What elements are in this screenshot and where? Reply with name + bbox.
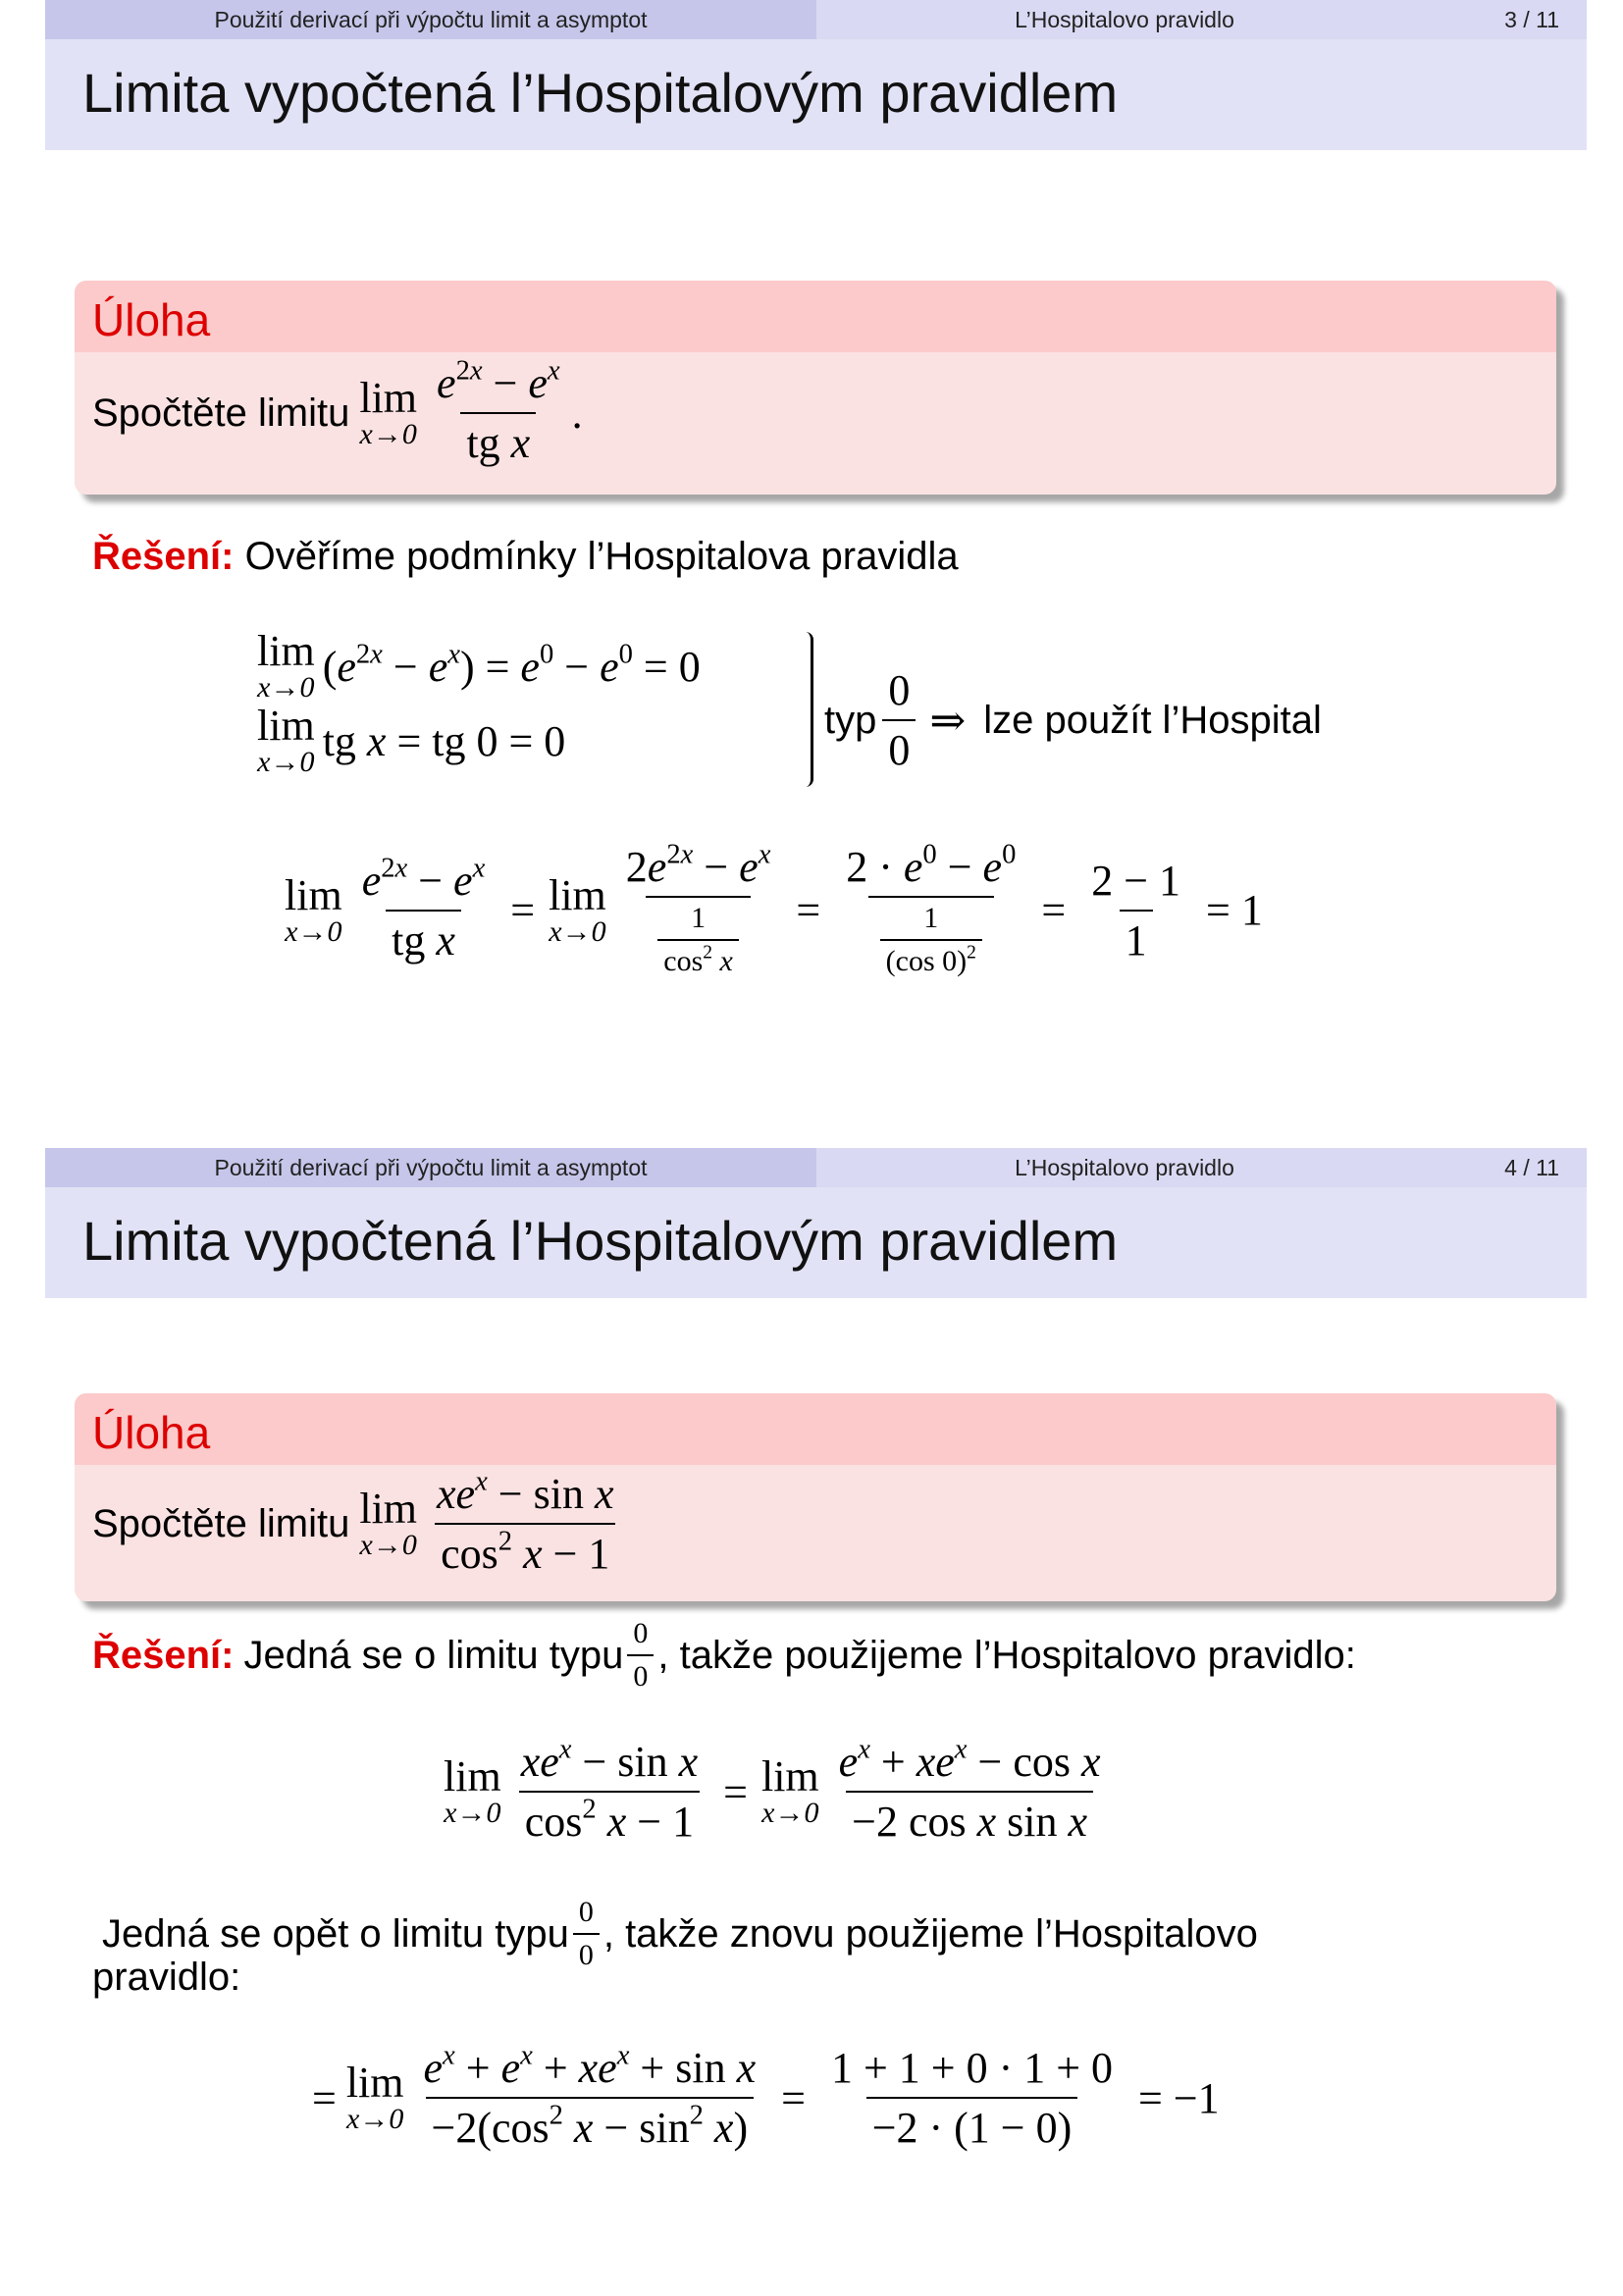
typ-label: typ <box>824 698 877 742</box>
derivation-3: = lim x→0 $\frac{e^x + e^x + xe^x + \sin x}{-2(\cos^2 x - \sin^2 x)}$ = $\frac{1 + 1 + 0 \cdot 1 + 0}{-2 \cdot (1 - 0)}$ = −1 <box>312 2040 1220 2152</box>
solution-text-a: Jedná se o limitu typu <box>243 1633 624 1677</box>
task-block <box>75 1393 1556 1601</box>
typ-line: typ $\frac{0}{0}$ ⇒ lze použít l’Hospital <box>824 666 1322 774</box>
header-bar <box>45 0 1587 39</box>
right-brace <box>797 632 813 787</box>
derivation-2: lim x→0 $\frac{xe^x - \sin x}{\cos^2 x - 1}$ = lim x→0 $\frac{e^x + xe^x - \cos x}{\text{−2 cos x sin x}}$ <box>444 1734 1101 1846</box>
task-text: Spočtěte limitu <box>92 1501 350 1545</box>
block-body <box>75 1465 1556 1601</box>
solution-label: Řešení: <box>92 535 235 578</box>
frame-title <box>45 39 1587 150</box>
block-body <box>75 352 1556 495</box>
header-subsection[interactable]: L’Hospitalovo pravidlo <box>1015 1155 1234 1180</box>
block-title: Úloha <box>75 281 1556 352</box>
header-subsection[interactable]: L’Hospitalovo pravidlo <box>1015 7 1234 32</box>
task-block <box>75 281 1556 495</box>
header-section[interactable]: Použití derivací při výpočtu limit a asymptot <box>45 1148 816 1187</box>
solution-line <box>92 535 959 579</box>
slide-title: Limita vypočtená l’Hospitalovým pravidlem <box>82 62 1119 124</box>
page-number: 3 / 11 <box>1504 7 1559 32</box>
solution-line: Řešení: Jedná se o limitu typu $\frac{0}{0}$ , takže použijeme l’Hospitalovo pravidlo: <box>92 1617 1356 1693</box>
second-text-c: pravidlo: <box>92 1956 241 1999</box>
second-line: Jedná se opět o limitu typu $\frac{0}{0}$ , takže znovu použijeme l’Hospitalovo <box>102 1896 1258 1971</box>
second-text-b: , takže znovu použijeme l’Hospitalovo <box>602 1911 1258 1956</box>
frame-title <box>45 1187 1587 1298</box>
task-line <box>92 1466 626 1579</box>
conclusion-text: lze použít l’Hospital <box>983 698 1322 742</box>
block-title: Úloha <box>75 1393 1556 1465</box>
condition-1: lim x→0 $(e^{2x} - e^x) = e^0 - e^0 = 0$ <box>257 627 701 704</box>
task-line <box>92 355 583 468</box>
slide-4 <box>0 1148 1623 2296</box>
solution-text: Ověříme podmínky l’Hospitalova pravidla <box>244 535 959 578</box>
solution-label: Řešení: <box>92 1633 235 1677</box>
solution-text-b: , takže použijeme l’Hospitalovo pravidlo: <box>657 1633 1356 1677</box>
condition-2: lim x→0 tg x = tg 0 = 0 <box>257 702 566 778</box>
second-text-a: Jedná se opět o limitu typu <box>102 1911 569 1956</box>
derivation-1: lim x→0 $\frac{e^{2x} - e^x}{\text{tg x}}$ = lim x→0 $\frac{2e^{2x} - e^x}{\frac{1}{\cos^2 x}}$ = $\frac{2 \cdot e^0 - e^0}{\frac{1}{(\cos 0)^2}}$ = $\frac{2 - 1}{1}$ = 1 <box>285 839 1263 977</box>
slide-title: Limita vypočtená l’Hospitalovým pravidlem <box>82 1210 1119 1272</box>
task-formula: lim x→0 $\frac{e^{2x} - e^x}{\text{tg x}}$ . <box>359 355 583 467</box>
page-number: 4 / 11 <box>1504 1155 1559 1180</box>
task-text: Spočtěte limitu <box>92 391 350 435</box>
header-bar <box>45 1148 1587 1187</box>
task-formula: lim x→0 $\frac{xe^x - \sin x}{\cos^2 x - 1}$ <box>359 1466 614 1578</box>
header-section[interactable]: Použití derivací při výpočtu limit a asymptot <box>45 0 816 39</box>
